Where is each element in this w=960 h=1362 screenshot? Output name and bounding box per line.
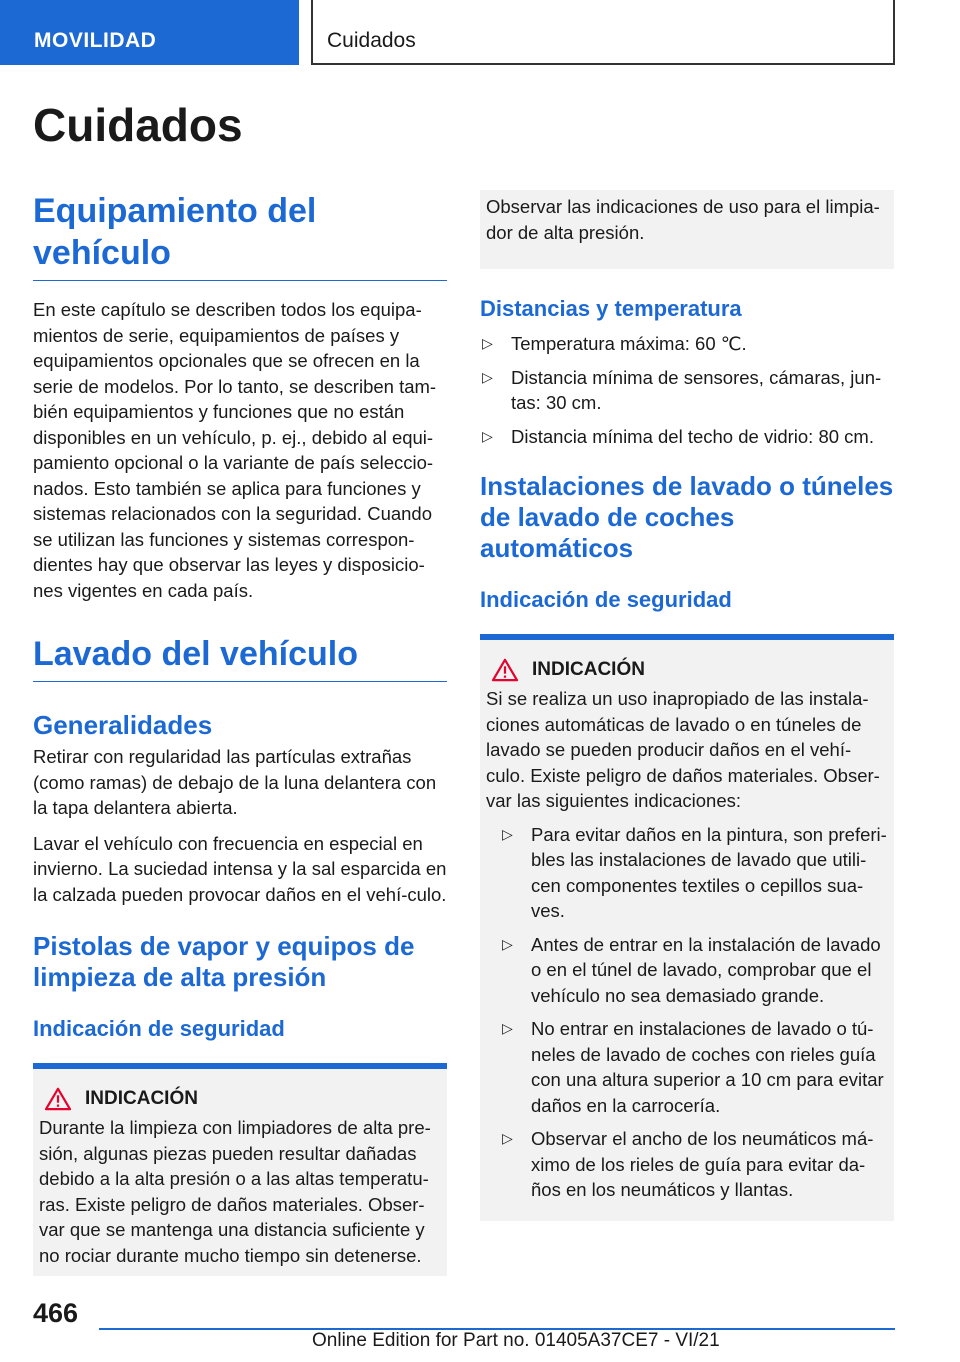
note-text: Observar las indicaciones de uso para el limpia-dor de alta presión. bbox=[486, 196, 880, 243]
triangle-bullet-icon: ▷ bbox=[482, 335, 493, 351]
list-item bbox=[486, 822, 888, 924]
triangle-bullet-icon: ▷ bbox=[482, 427, 493, 444]
heading-seguridad-left: Indicación de seguridad bbox=[33, 1016, 285, 1041]
list-item-text: Para evitar daños en la pintura, son preferi-bles las instalaciones de lavado que utili-cen componentes textiles o cepillos sua-ves. bbox=[531, 823, 887, 921]
list-item-text: No entrar en instalaciones de lavado o tú-neles de lavado de coches con rieles guía con una altura superior a 10 cm para evitar daños en la carrocería. bbox=[531, 1018, 884, 1116]
paragraph-equipamiento: En este capítulo se describen todos los equipa-mientos de serie, equipamientos de países y equipamientos opcionales que se ofrecen en la serie de modelos. Por lo tanto, se describen tam-bién equipamientos y funciones que no están disponibles en un vehículo, p. ej., debido al equi-pamiento opcional o la variante de país seleccio-nados. Esto también se aplica para funciones y sistemas relacionados con la seguridad. Cuando se utilizan las funciones y sistemas correspon-dientes hay que observar las leyes y disposicio-nes vigentes en cada país. bbox=[33, 299, 437, 601]
list-item-text: Distancia mínima del techo de vidrio: 80 cm. bbox=[511, 425, 874, 447]
heading-distancias: Distancias y temperatura bbox=[480, 296, 742, 321]
warning-triangle-icon bbox=[43, 1087, 73, 1111]
page-title: Cuidados bbox=[33, 99, 243, 151]
triangle-bullet-icon: ▷ bbox=[502, 1020, 513, 1036]
list-item bbox=[486, 1016, 888, 1118]
footer-edition: Online Edition for Part no. 01405A37CE7 - VI/21 bbox=[312, 1330, 720, 1351]
warning-text-right: Si se realiza un uso inapropiado de las instala-ciones automáticas de lavado o en túneles de lavado se pueden producir daños en el vehí-culo. Existe peligro de daños materiales. Obser-var las siguientes indicaciones: bbox=[486, 688, 880, 811]
header-chapter: Cuidados bbox=[311, 0, 895, 65]
header-section-tab: MOVILIDAD bbox=[0, 0, 299, 65]
triangle-bullet-icon: ▷ bbox=[502, 1130, 513, 1146]
heading-generalidades: Generalidades bbox=[33, 710, 213, 740]
triangle-bullet-icon: ▷ bbox=[482, 368, 493, 385]
right-column bbox=[480, 190, 894, 1221]
list-item bbox=[480, 331, 894, 357]
distances-list bbox=[480, 331, 894, 449]
note-box bbox=[480, 190, 894, 269]
warning-header-right bbox=[486, 658, 888, 682]
list-item bbox=[486, 932, 888, 1009]
warning-box-right bbox=[480, 634, 894, 1221]
triangle-bullet-icon: ▷ bbox=[502, 825, 513, 842]
left-column bbox=[33, 190, 447, 1276]
list-item-text: Distancia mínima de sensores, cámaras, jun-tas: 30 cm. bbox=[511, 366, 882, 413]
paragraph-generalidades-2: Lavar el vehículo con frecuencia en especial en invierno. La suciedad intensa y la sal esparcida en la calzada pueden provocar daños en el vehí-culo. bbox=[33, 832, 447, 905]
warning-label-right: INDICACIÓN bbox=[532, 659, 645, 680]
heading-equipamiento: Equipamiento del vehículo bbox=[33, 190, 447, 281]
list-item bbox=[480, 424, 894, 450]
list-item bbox=[486, 1126, 888, 1203]
paragraph-generalidades-1: Retirar con regularidad las partículas extrañas (como ramas) de debajo de la luna delantera con la tapa delantera abierta. bbox=[33, 746, 437, 818]
heading-pistolas: Pistolas de vapor y equipos de limpieza de alta presión bbox=[33, 931, 415, 992]
warning-triangle-icon bbox=[490, 658, 520, 682]
list-item-text: Observar el ancho de los neumáticos má-ximo de los rieles de guía para evitar da-ños en los neumáticos y llantas. bbox=[531, 1128, 874, 1200]
page-number: 466 bbox=[33, 1298, 79, 1328]
warning-header-left bbox=[39, 1087, 441, 1111]
triangle-bullet-icon: ▷ bbox=[502, 935, 513, 952]
heading-instalaciones: Instalaciones de lavado o túneles de lavado de coches automáticos bbox=[480, 471, 894, 563]
list-item-text: Antes de entrar en la instalación de lavado o en el túnel de lavado, comprobar que el vehículo no sea demasiado grande. bbox=[531, 933, 881, 1006]
warning-box-left bbox=[33, 1063, 447, 1276]
heading-seguridad-right: Indicación de seguridad bbox=[480, 587, 732, 612]
list-item bbox=[480, 365, 894, 416]
warning-text-left: Durante la limpieza con limpiadores de alta pre-sión, algunas piezas pueden resultar dañadas debido a la alta presión o a las altas temperatu-ras. Existe peligro de daños materiales. Obser-var que se mantenga una distancia suficiente y no rociar durante mucho tiempo sin detenerse. bbox=[39, 1117, 431, 1266]
warning-label-left: INDICACIÓN bbox=[85, 1088, 198, 1109]
warning-list bbox=[486, 822, 888, 1203]
heading-lavado: Lavado del vehículo bbox=[33, 633, 447, 682]
list-item-text: Temperatura máxima: 60 ℃. bbox=[511, 333, 747, 354]
